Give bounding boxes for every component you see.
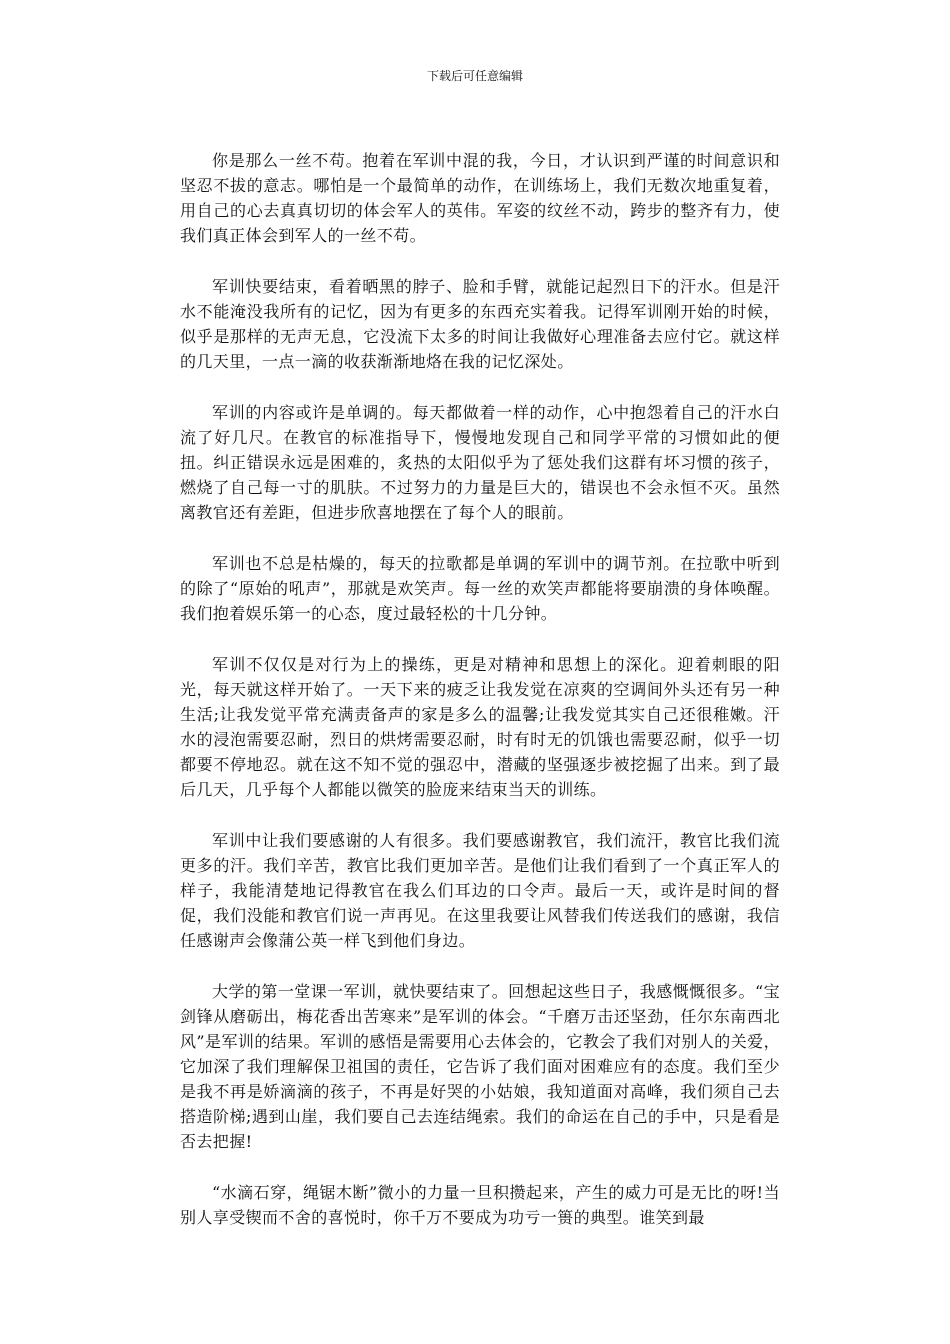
paragraph: 军训不仅仅是对行为上的操练，更是对精神和思想上的深化。迎着刺眼的阳光，每天就这样开始了。一天下来的疲乏让我发觉在凉爽的空调间外头还有另一种生活;让我发觉平常充满责备声的家是多么的温馨;让我发觉其实自己还很稚嫩。汗水的浸泡需要忍耐，烈日的烘烤需要忍耐，时有时无的饥饿也需要忍耐，似乎一切都要不停地忍。就在这不知不觉的强忍中，潜藏的坚强逐步被挖掘了出来。到了最后几天，几乎每个人都能以微笑的脸庞来结束当天的训练。 (180, 655, 780, 799)
page-header: 下载后可任意编辑 (426, 69, 523, 83)
paragraph: 军训也不总是枯燥的，每天的拉歌都是单调的军训中的调节剂。在拉歌中听到的除了“原始的吼声”，那就是欢笑声。每一丝的欢笑声都能将要崩溃的身体唤醒。我们抱着娱乐第一的心态，度过最轻松的十几分钟。 (180, 554, 780, 623)
paragraph: “水滴石穿，绳锯木断”微小的力量一旦积攒起来，产生的威力可是无比的呀!当别人享受锲而不舍的喜悦时，你千万不要成为功亏一篑的典型。谁笑到最 (180, 1183, 780, 1227)
paragraph: 大学的第一堂课一军训，就快要结束了。回想起这些日子，我感慨慨很多。“宝剑锋从磨砺出，梅花香出苦寒来”是军训的体会。“千磨万击还坚劲，任尔东南西北风”是军训的结果。军训的感悟是需要用心去体会的，它教会了我们对别人的关爱，它加深了我们理解保卫祖国的责任，它告诉了我们面对困难应有的态度。我们至少是我不再是娇滴滴的孩子，不再是好哭的小姑娘，我知道面对高峰，我们须自己去搭造阶梯;遇到山崖，我们要自己去连结绳索。我们的命运在自己的手中，只是看是否去把握! (180, 982, 780, 1151)
paragraph: 军训的内容或许是单调的。每天都做着一样的动作，心中抱怨着自己的汗水白流了好几尺。在教官的标准指导下，慢慢地发现自己和同学平常的习惯如此的便扭。纠正错误永远是困难的，炙热的太阳似乎为了惩处我们这群有坏习惯的孩子，燃烧了自己每一寸的肌肤。不过努力的力量是巨大的，错误也不会永恒不灭。虽然离教官还有差距，但进步欣喜地摆在了每个人的眼前。 (180, 403, 780, 522)
document-body (180, 148, 780, 1256)
paragraph: 军训中让我们要感谢的人有很多。我们要感谢教官，我们流汗，教官比我们流更多的汗。我们辛苦，教官比我们更加辛苦。是他们让我们看到了一个真正军人的样子，我能清楚地记得教官在我么们耳边的口令声。最后一天，或许是时间的督促，我们没能和教官们说一声再见。在这里我要让风替我们传送我们的感谢，我信任感谢声会像蒲公英一样飞到他们身边。 (180, 831, 780, 950)
paragraph: 你是那么一丝不苟。抱着在军训中混的我，今日，才认识到严谨的时间意识和坚忍不拔的意志。哪怕是一个最简单的动作，在训练场上，我们无数次地重复着，用自己的心去真真切切的体会军人的英伟。军姿的纹丝不动，跨步的整齐有力，使我们真正体会到军人的一丝不苟。 (180, 151, 780, 245)
paragraph: 军训快要结束，看着晒黑的脖子、脸和手臂，就能记起烈日下的汗水。但是汗水不能淹没我所有的记忆，因为有更多的东西充实着我。记得军训刚开始的时候，似乎是那样的无声无息，它没流下太多的时间让我做好心理准备去应付它。就这样的几天里，一点一滴的收获渐渐地烙在我的记忆深处。 (180, 277, 780, 371)
